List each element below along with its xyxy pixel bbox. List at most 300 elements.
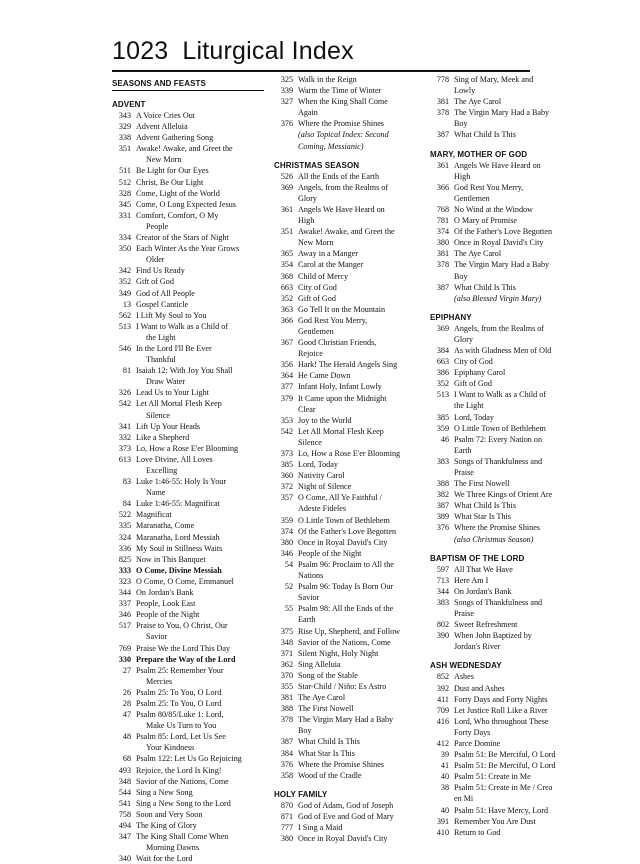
hymn-title: Lord, Today — [298, 460, 338, 470]
hymn-title: Song of the Stable — [298, 670, 358, 680]
hymn-number: 383 — [436, 597, 449, 607]
hymn-title: Creator of the Stars of Night — [136, 233, 229, 243]
index-entry — [430, 805, 570, 816]
hymn-title: Carol at the Manger — [298, 260, 364, 270]
index-entry — [112, 210, 264, 221]
index-entry — [430, 671, 570, 682]
hymn-title: Gospel Canticle — [136, 299, 189, 309]
hymn-number: 27 — [122, 665, 131, 675]
hymn-number: 40 — [440, 772, 449, 782]
hymn-title: Awake! Awake, and Greet the — [136, 144, 233, 154]
hymn-number: 344 — [436, 586, 449, 596]
index-entry — [430, 345, 570, 356]
hymn-number: 391 — [436, 816, 449, 826]
hymn-title: Songs of Thankfulness and — [454, 456, 543, 466]
index-entry — [274, 670, 424, 681]
index-column-1 — [112, 74, 264, 864]
hymn-number: 387 — [436, 130, 449, 140]
hymn-number: 369 — [280, 182, 293, 192]
index-entry — [274, 370, 424, 381]
hymn-title: Psalm 51: Have Mercy, Lord — [454, 805, 549, 815]
hymn-title: When John Baptized by — [454, 631, 532, 641]
hymn-title: Where the Promise Shines — [298, 119, 384, 129]
hymn-number: 378 — [280, 715, 293, 725]
hymn-title: Child of Mercy — [298, 271, 349, 281]
hymn-title: Prepare the Way of the Lord — [136, 654, 236, 664]
hymn-number: 542 — [118, 399, 131, 409]
header-rule — [112, 70, 530, 72]
hymn-number: 388 — [436, 479, 449, 489]
entry-continuation: Gentlemen — [454, 193, 490, 203]
index-entry — [430, 456, 570, 467]
hymn-title: Gift of God — [454, 379, 492, 389]
hymn-number: 358 — [280, 770, 293, 780]
hymn-title: Angels, from the Realms of — [298, 182, 389, 192]
hymn-number: 546 — [118, 343, 131, 353]
hymn-title: Psalm 25: To You, O Lord — [136, 698, 222, 708]
hymn-number: 344 — [118, 588, 131, 598]
index-entry — [112, 776, 264, 787]
hymn-number: 412 — [436, 738, 449, 748]
hymn-title: Psalm 72: Every Nation on — [454, 434, 543, 444]
hymn-number: 40 — [440, 805, 449, 815]
hymn-number: 337 — [118, 599, 131, 609]
index-entry — [274, 282, 424, 293]
hymn-title: Gift of God — [136, 277, 174, 287]
hymn-number: 871 — [280, 811, 293, 821]
index-entry — [112, 387, 264, 398]
hymn-title: Once in Royal David's City — [298, 537, 388, 547]
hymn-title: O Come, O Come, Emmanuel — [136, 576, 234, 586]
entry-continuation: en Mi — [454, 794, 474, 804]
hymn-number: 385 — [280, 460, 293, 470]
hymn-number: 663 — [280, 282, 293, 292]
hymn-title: The Aye Carol — [454, 97, 502, 107]
hymn-number: 351 — [118, 144, 131, 154]
cross-reference-note: (also Blessed Virgin Mary) — [454, 293, 542, 303]
hymn-number: 376 — [280, 119, 293, 129]
index-entry — [274, 171, 424, 182]
hymn-title: Psalm 85: Lord, Let Us See — [136, 732, 226, 742]
entry-continuation: Rejoice — [298, 349, 323, 359]
hymn-title: Psalm 96: Proclaim to All the — [298, 559, 394, 569]
hymn-number: 55 — [284, 604, 293, 614]
hymn-title: O Little Town of Bethlehem — [298, 515, 390, 525]
index-entry — [430, 683, 570, 694]
hymn-title: Of the Father's Love Begotten — [298, 526, 397, 536]
hymn-number: 541 — [118, 798, 131, 808]
hymn-number: 758 — [118, 809, 131, 819]
index-entry — [430, 237, 570, 248]
hymn-title: Go Tell It on the Mountain — [298, 304, 386, 314]
index-entry — [112, 498, 264, 509]
index-entry — [274, 426, 424, 437]
cross-reference-note: (also Christmas Season) — [454, 534, 534, 544]
index-entry — [430, 749, 570, 760]
index-entry — [112, 753, 264, 764]
hymn-title: City of God — [454, 357, 493, 367]
hymn-number: 365 — [280, 249, 293, 259]
hymn-number: 332 — [118, 432, 131, 442]
hymn-number: 493 — [118, 765, 131, 775]
hymn-number: 330 — [118, 654, 131, 664]
index-entry — [274, 415, 424, 426]
hymn-number: 384 — [436, 345, 449, 355]
hymn-number: 852 — [436, 672, 449, 682]
entry-continuation: Boy — [454, 119, 468, 129]
hymn-title: Angels We Have Heard on — [454, 160, 541, 170]
hymn-title: The Virgin Mary Had a Baby — [298, 715, 394, 725]
index-entry — [274, 648, 424, 659]
page-header — [112, 36, 354, 66]
hymn-title: Come, Light of the World — [136, 188, 220, 198]
hymn-title: Lift Up Your Heads — [136, 421, 201, 431]
hymn-number: 802 — [436, 620, 449, 630]
index-entry — [112, 188, 264, 199]
index-entry — [430, 564, 570, 575]
index-entry — [112, 321, 264, 332]
index-entry — [112, 476, 264, 487]
hymn-number: 345 — [118, 199, 131, 209]
hymn-title: I Want to Walk as a Child of — [136, 321, 229, 331]
entry-continuation: Excelling — [146, 466, 178, 475]
index-entry — [274, 359, 424, 370]
index-entry — [274, 526, 424, 537]
hymn-number: 364 — [280, 371, 293, 381]
hymn-title: Here Am I — [454, 575, 489, 585]
index-entry — [274, 548, 424, 559]
hymn-number: 342 — [118, 266, 131, 276]
hymn-number: 325 — [280, 75, 293, 84]
hymn-title: Savior of the Nations, Come — [136, 776, 229, 786]
hymn-number: 47 — [122, 710, 131, 720]
hymn-number: 380 — [280, 834, 293, 844]
hymn-title: Wait for the Lord — [136, 854, 193, 864]
hymn-number: 371 — [280, 648, 293, 658]
hymn-title: What Star Is This — [454, 512, 511, 522]
index-entry — [274, 581, 424, 592]
hymn-number: 328 — [118, 188, 131, 198]
hymn-number: 384 — [280, 748, 293, 758]
entry-continuation: Clear — [298, 404, 316, 414]
hymn-number: 376 — [436, 523, 449, 533]
entry-continuation: Praise — [454, 468, 474, 477]
hymn-number: 597 — [436, 564, 449, 574]
hymn-title: Hark! The Herald Angels Sing — [298, 360, 398, 370]
hymn-number: 352 — [118, 277, 131, 287]
hymn-title: O Little Town of Bethlehem — [454, 423, 546, 433]
hymn-number: 84 — [122, 499, 131, 509]
index-entry — [274, 481, 424, 492]
hymn-title: Good Christian Friends, — [298, 338, 377, 348]
hymn-title: Night of Silence — [298, 482, 352, 492]
hymn-number: 339 — [280, 86, 293, 96]
hymn-number: 494 — [118, 821, 131, 830]
index-entry — [112, 132, 264, 143]
entry-continuation: New Morn — [298, 238, 334, 248]
hymn-number: 513 — [436, 390, 449, 400]
index-entry — [274, 692, 424, 703]
hymn-title: The Aye Carol — [454, 249, 502, 259]
hymn-title: God Rest You Merry, — [298, 315, 368, 325]
index-entry — [430, 423, 570, 434]
index-entry — [112, 520, 264, 531]
hymn-title: Lo, How a Rose E'er Blooming — [298, 449, 401, 458]
hymn-title: People of the Night — [298, 548, 362, 558]
index-entry — [430, 597, 570, 608]
hymn-title: All That We Have — [454, 564, 513, 574]
hymn-number: 361 — [280, 204, 293, 214]
hymn-number: 613 — [118, 454, 131, 464]
hymn-title: Isaiah 12: With Joy You Shall — [136, 366, 233, 376]
index-entry — [430, 782, 570, 793]
index-entry — [430, 215, 570, 226]
index-entry — [112, 532, 264, 543]
hymn-title: Come, O Long Expected Jesus — [136, 199, 236, 209]
index-entry — [274, 182, 424, 193]
hymn-title: Wood of the Cradle — [298, 770, 362, 780]
hymn-title: Angels, from the Realms of — [454, 323, 545, 333]
hymn-number: 380 — [436, 238, 449, 248]
hymn-title: No Wind at the Window — [454, 204, 533, 214]
hymn-title: People of the Night — [136, 610, 200, 620]
index-entry — [112, 765, 264, 776]
index-entry — [274, 492, 424, 503]
hymn-title: What Child Is This — [298, 737, 360, 747]
hymn-number: 39 — [440, 750, 449, 760]
index-entry — [274, 470, 424, 481]
hymn-title: Star-Child / Niño: Es Astro — [298, 681, 387, 691]
hymn-title: Gift of God — [298, 293, 336, 303]
hymn-title: Sweet Refreshment — [454, 620, 518, 630]
section-heading: CHRISTMAS SEASON — [274, 160, 360, 170]
hymn-title: A Voice Cries Out — [136, 111, 196, 120]
hymn-number: 513 — [118, 321, 131, 331]
hymn-number: 375 — [280, 626, 293, 636]
entry-continuation: Praise — [454, 609, 474, 619]
index-entry — [274, 118, 424, 129]
index-entry — [112, 565, 264, 576]
index-entry — [274, 800, 424, 811]
hymn-title: We Three Kings of Orient Are — [454, 490, 553, 500]
hymn-number: 83 — [122, 477, 131, 487]
index-entry — [112, 177, 264, 188]
hymn-number: 768 — [436, 204, 449, 214]
index-entry — [274, 833, 424, 844]
hymn-title: Find Us Ready — [136, 266, 185, 276]
index-entry — [112, 709, 264, 720]
hymn-number: 68 — [122, 754, 131, 764]
hymn-number: 326 — [118, 388, 131, 398]
hymn-number: 351 — [280, 227, 293, 237]
hymn-title: I Lift My Soul to You — [136, 310, 207, 320]
hymn-number: 778 — [436, 75, 449, 84]
hymn-title: Lord, Who throughout These — [454, 716, 549, 726]
hymn-title: Christ, Be Our Light — [136, 177, 204, 187]
cross-reference-note: Coming, Messianic) — [298, 141, 364, 151]
index-entry — [112, 687, 264, 698]
hymn-title: Forty Days and Forty Nights — [454, 694, 548, 704]
index-entry — [274, 204, 424, 215]
entry-continuation: Lowly — [454, 86, 476, 96]
hymn-number: 354 — [280, 260, 293, 270]
hymn-title: What Child Is This — [454, 130, 516, 140]
hymn-title: The First Nowell — [454, 479, 510, 489]
index-entry — [112, 509, 264, 520]
index-entry — [112, 643, 264, 654]
index-entry — [112, 620, 264, 631]
hymn-number: 380 — [280, 537, 293, 547]
index-entry — [274, 337, 424, 348]
hymn-title: Psalm 98: All the Ends of the — [298, 604, 394, 614]
hymn-title: Rise Up, Shepherd, and Follow — [298, 626, 401, 636]
entry-continuation: Your Kindness — [146, 743, 195, 753]
hymn-title: Let All Mortal Flesh Keep — [136, 399, 222, 409]
hymn-title: Psalm 51: Create in Me / Crea — [454, 783, 553, 793]
hymn-title: Be Light for Our Eyes — [136, 166, 209, 176]
index-entry — [112, 265, 264, 276]
index-entry — [112, 820, 264, 831]
entry-continuation: Boy — [298, 726, 312, 736]
hymn-number: 46 — [440, 434, 449, 444]
index-entry — [430, 705, 570, 716]
hymn-number: 54 — [284, 559, 293, 569]
hymn-number: 522 — [118, 510, 131, 520]
entry-continuation: People — [146, 221, 169, 231]
hymn-title: Psalm 122: Let Us Go Rejoicing — [136, 754, 242, 764]
index-entry — [112, 798, 264, 809]
hymn-number: 361 — [436, 160, 449, 170]
hymn-number: 373 — [118, 443, 131, 453]
hymn-number: 41 — [440, 761, 449, 771]
hymn-number: 362 — [280, 659, 293, 669]
entry-continuation: Jordan's River — [454, 642, 501, 652]
hymn-title: Where the Promise Shines — [298, 759, 384, 769]
entry-continuation: the Light — [454, 401, 484, 411]
hymn-title: Sing a New Song — [136, 787, 193, 797]
index-entry — [430, 412, 570, 423]
index-entry — [430, 323, 570, 334]
hymn-title: Return to God — [454, 827, 501, 837]
index-entry — [430, 74, 570, 85]
index-entry — [274, 315, 424, 326]
hymn-number: 366 — [280, 315, 293, 325]
index-entry — [430, 129, 570, 140]
index-entry — [430, 619, 570, 630]
index-entry — [274, 603, 424, 614]
hymn-number: 343 — [118, 111, 131, 120]
hymn-number: 378 — [436, 108, 449, 118]
index-entry — [112, 698, 264, 709]
index-entry — [430, 522, 570, 533]
hymn-title: Remember You Are Dust — [454, 816, 536, 826]
entry-continuation: Draw Water — [146, 377, 186, 387]
hymn-title: Epiphany Carol — [454, 368, 506, 378]
page-title: Liturgical Index — [182, 37, 354, 65]
hymn-title: O Come, Divine Messiah — [136, 565, 222, 575]
hymn-number: 367 — [280, 338, 293, 348]
hymn-number: 376 — [280, 759, 293, 769]
index-entry — [430, 160, 570, 171]
hymn-title: Joy to the World — [298, 415, 352, 425]
hymn-title: Praise to You, O Christ, Our — [136, 621, 228, 631]
index-entry — [430, 259, 570, 270]
hymn-title: The Aye Carol — [298, 693, 346, 703]
index-entry — [430, 760, 570, 771]
entry-continuation: Again — [298, 108, 318, 118]
hymn-number: 562 — [118, 310, 131, 320]
entry-continuation: Silence — [298, 437, 322, 447]
hymn-number: 340 — [118, 854, 131, 864]
hymn-title: Once in Royal David's City — [298, 834, 388, 844]
index-entry — [430, 367, 570, 378]
hymn-number: 355 — [280, 681, 293, 691]
hymn-title: Maranatha, Come — [136, 521, 195, 531]
hymn-number: 329 — [118, 122, 131, 132]
index-entry — [274, 293, 424, 304]
entry-continuation: Adeste Fideles — [298, 504, 347, 514]
index-entry — [274, 770, 424, 781]
index-entry — [430, 248, 570, 259]
hymn-title: Psalm 51: Be Merciful, O Lord — [454, 750, 556, 760]
hymn-number: 382 — [436, 490, 449, 500]
hymn-title: As with Gladness Men of Old — [454, 345, 552, 355]
index-entry — [430, 738, 570, 749]
index-entry — [112, 343, 264, 354]
hymn-number: 323 — [118, 576, 131, 586]
entry-continuation: Boy — [454, 271, 468, 281]
hymn-number: 349 — [118, 288, 131, 298]
index-entry — [274, 226, 424, 237]
entry-continuation: Glory — [454, 334, 473, 344]
index-entry — [430, 575, 570, 586]
section-heading: SEASONS AND FEASTS — [112, 78, 264, 91]
index-entry — [274, 248, 424, 259]
hymn-title: God Rest You Merry, — [454, 182, 524, 192]
hymn-number: 366 — [436, 182, 449, 192]
index-entry — [112, 121, 264, 132]
index-entry — [430, 478, 570, 489]
hymn-title: Rejoice, the Lord Is King! — [136, 765, 222, 775]
hymn-number: 381 — [436, 249, 449, 259]
index-entry — [112, 365, 264, 376]
hymn-title: Comfort, Comfort, O My — [136, 210, 219, 220]
hymn-title: Songs of Thankfulness and — [454, 597, 543, 607]
entry-continuation: the Light — [146, 332, 176, 342]
index-entry — [112, 554, 264, 565]
hymn-number: 335 — [118, 521, 131, 531]
hymn-number: 381 — [436, 97, 449, 107]
hymn-title: What Star Is This — [298, 748, 355, 758]
index-entry — [430, 716, 570, 727]
index-entry — [112, 232, 264, 243]
hymn-title: City of God — [298, 282, 337, 292]
index-entry — [430, 204, 570, 215]
hymn-number: 377 — [280, 382, 293, 392]
index-entry — [112, 421, 264, 432]
index-entry — [274, 459, 424, 470]
index-entry — [112, 288, 264, 299]
hymn-number: 333 — [118, 565, 131, 575]
hymn-number: 526 — [280, 171, 293, 181]
hymn-number: 777 — [280, 823, 293, 832]
hymn-number: 52 — [284, 582, 293, 592]
index-entry — [112, 165, 264, 176]
hymn-number: 390 — [436, 631, 449, 641]
index-entry — [112, 665, 264, 676]
hymn-number: 387 — [436, 282, 449, 292]
hymn-number: 387 — [280, 737, 293, 747]
